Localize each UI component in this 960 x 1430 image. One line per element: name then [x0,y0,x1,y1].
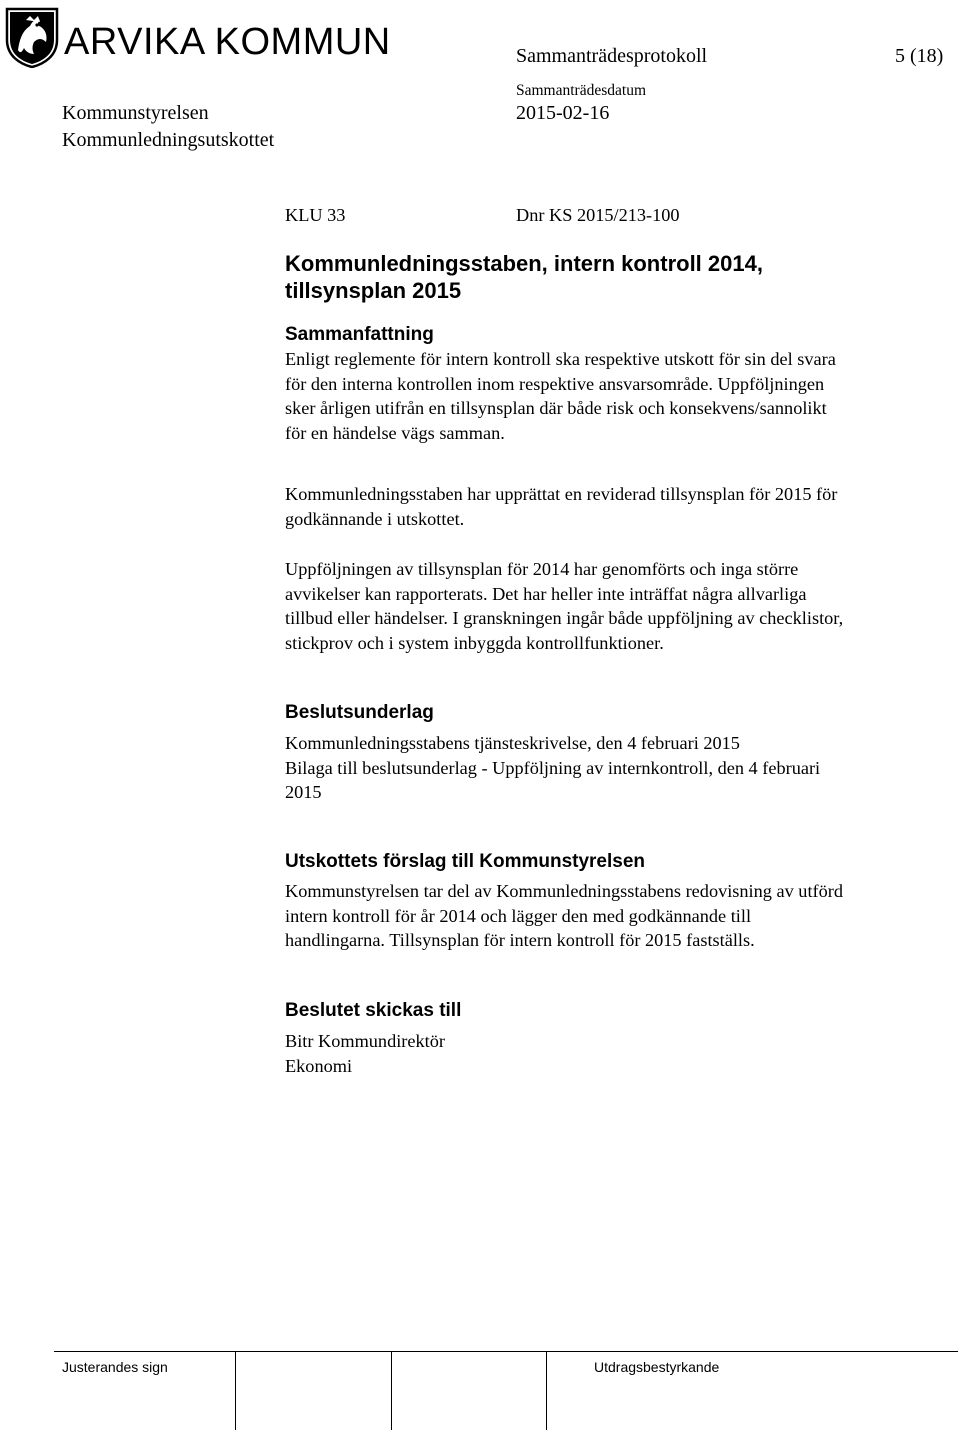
case-title-line-2: tillsynsplan 2015 [285,278,462,303]
paragraph-line: handlingarna. Tillsynsplan för intern kontroll för 2015 fastställs. [285,930,755,950]
footer-signature-divider [235,1351,236,1430]
section-heading-beslutsunderlag: Beslutsunderlag [285,702,434,723]
case-title-line-1: Kommunledningsstaben, intern kontroll 2014, [285,251,763,276]
case-dnr: Dnr KS 2015/213-100 [516,205,680,225]
paragraph-line: Enligt reglemente för intern kontroll ska respektive utskott för sin del svara [285,349,836,369]
committee-name: Kommunstyrelsen [62,102,209,124]
arvika-coat-of-arms-icon [4,6,60,68]
paragraph-line: sker årligen utifrån en tillsynsplan där både risk och konsekvens/sannolikt [285,398,827,418]
paragraph-line: 2015 [285,782,322,802]
paragraph-line: tillbud eller händelser. I granskningen ingår både uppföljning av checklistor, [285,608,844,628]
paragraph-line: Kommunledningsstaben har upprättat en reviderad tillsynsplan för 2015 för [285,484,838,504]
utdragsbestyrkande-label: Utdragsbestyrkande [594,1359,720,1375]
recipient: Bitr Kommundirektör [285,1031,445,1051]
paragraph-line: för en händelse vägs samman. [285,422,505,443]
paragraph-line: Uppföljningen av tillsynsplan för 2014 har genomförts och inga större [285,559,799,579]
paragraph-line: stickprov och i system inbyggda kontrollfunktioner. [285,632,664,653]
date-label: Sammanträdesdatum [516,82,646,99]
footer-signature-divider [546,1351,547,1430]
paragraph-line: för den interna kontrollen inom respektive ansvarsområde. Uppföljningen [285,373,825,394]
meeting-date: 2015-02-16 [516,102,610,124]
paragraph-line: intern kontroll för år 2014 och lägger den med godkännande till [285,905,752,926]
paragraph-line: Kommunstyrelsen tar del av Kommunledningsstabens redovisning av utförd [285,881,843,901]
paragraph-line: avvikelser kan rapporterats. Det har heller inte inträffat några allvarliga [285,583,807,604]
footer-divider [54,1351,958,1352]
logo-text: ARVIKA KOMMUN [64,21,391,63]
section-heading-forslag: Utskottets förslag till Kommunstyrelsen [285,851,646,872]
section-heading-sammanfattning: Sammanfattning [285,324,434,345]
section-heading-skickas: Beslutet skickas till [285,1000,462,1021]
document-type: Sammanträdesprotokoll [516,45,708,67]
paragraph-line: Kommunledningsstabens tjänsteskrivelse, den 4 februari 2015 [285,733,740,753]
paragraph-line: Bilaga till beslutsunderlag - Uppföljning av internkontroll, den 4 februari [285,757,821,778]
justerandes-sign-label: Justerandes sign [62,1359,168,1375]
page-number: 5 (18) [895,45,944,67]
sub-committee-name: Kommunledningsutskottet [62,129,275,151]
footer-signature-divider [391,1351,392,1430]
recipient: Ekonomi [285,1055,353,1076]
paragraph-line: godkännande i utskottet. [285,508,465,529]
case-number: KLU 33 [285,205,346,225]
